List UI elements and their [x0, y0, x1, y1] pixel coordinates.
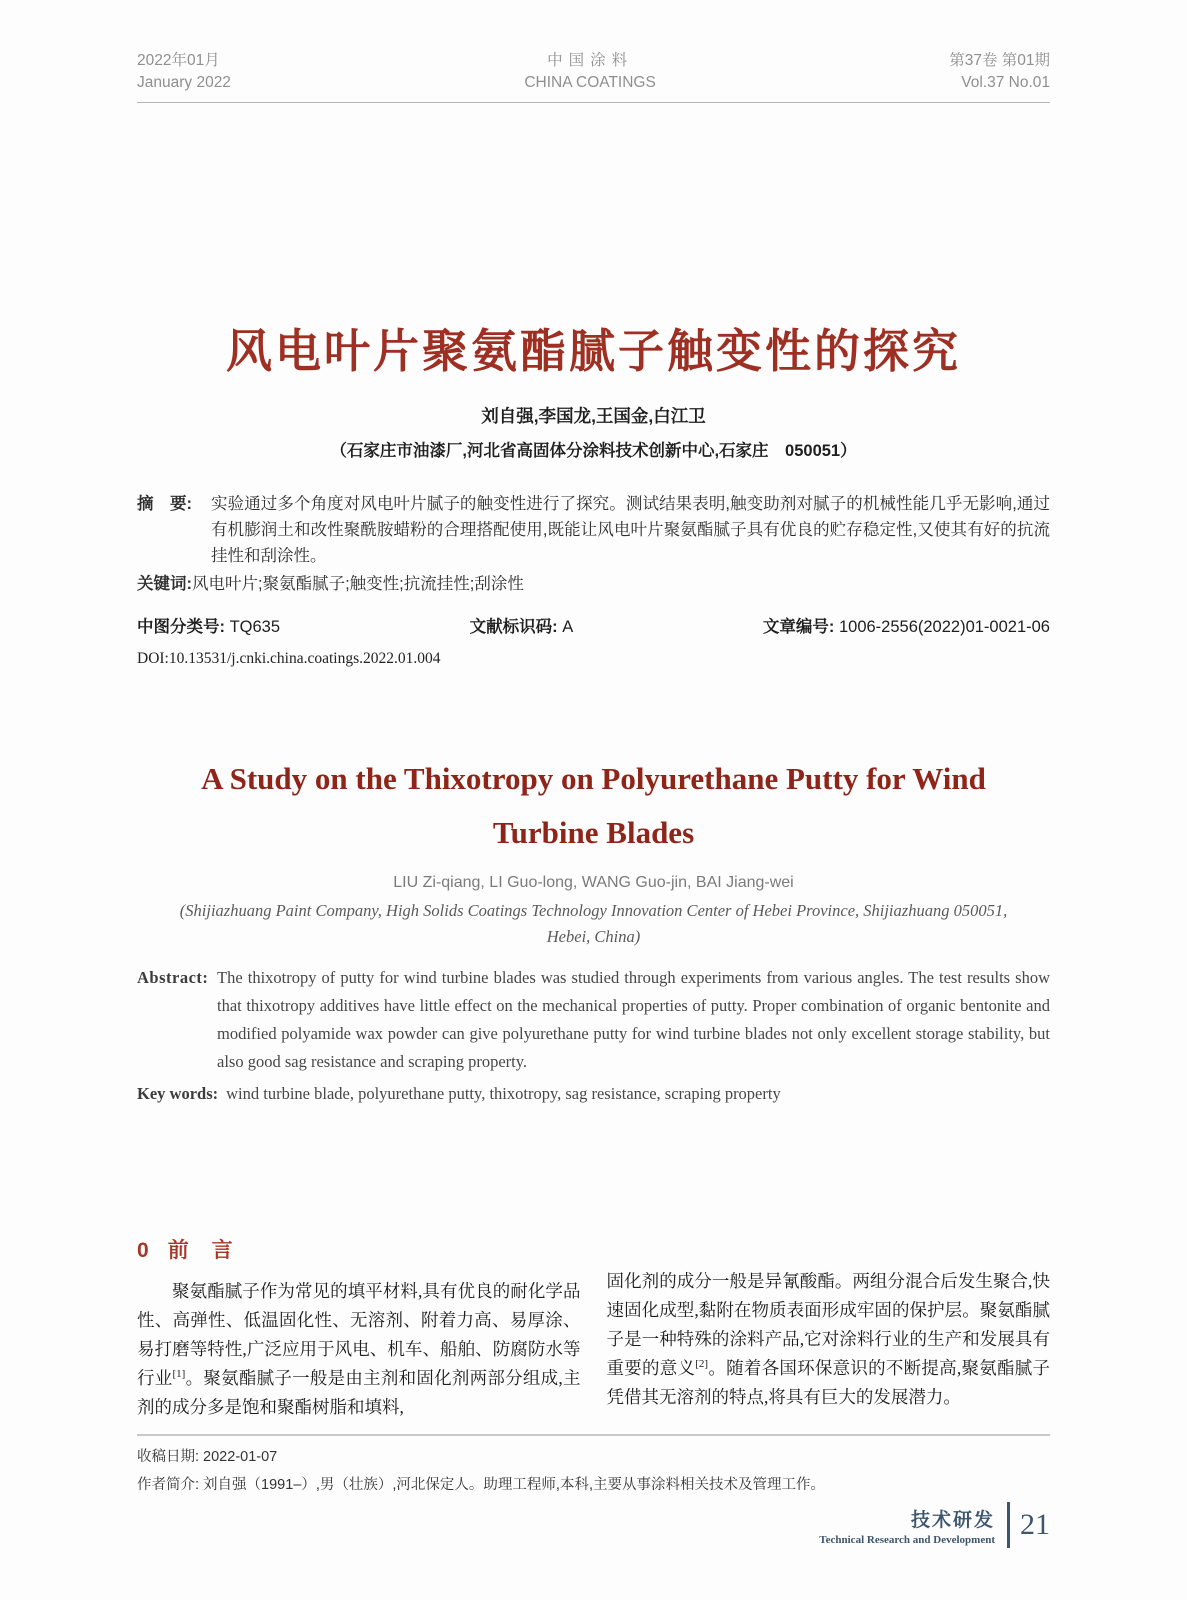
column-labels	[819, 1505, 995, 1546]
page-footer	[819, 1502, 1050, 1548]
document-code	[470, 613, 574, 637]
abstract-zh	[137, 491, 1050, 569]
title-en-line2: Turbine Blades	[492, 815, 695, 850]
journal-name-en: CHINA COATINGS	[524, 74, 656, 91]
article-title-en	[137, 752, 1050, 860]
affiliation-zh: （石家庄市油漆厂,河北省高固体分涂料技术创新中心,石家庄 050051）	[330, 442, 857, 460]
journal-header	[137, 50, 1050, 94]
document-code-label: 文献标识码:	[469, 618, 558, 636]
clc-value: TQ635	[229, 618, 281, 636]
body-column-left	[137, 1234, 581, 1422]
article-id-value: 1006-2556(2022)01-0021-06	[838, 618, 1050, 636]
author-bio: 作者简介: 刘自强（1991–）,男（壮族）,河北保定人。助理工程师,本科,主要从事涂料相关技术及管理工作。	[137, 1477, 825, 1493]
authors-zh: 刘自强,李国龙,王国金,白江卫	[481, 406, 706, 426]
intro-right-text2: 。随着各国环保意识的不断提高,聚氨酯腻子凭借其无溶剂的特点,将具有巨大的发展潜力。	[606, 1358, 1051, 1407]
footnote-block	[137, 1443, 1050, 1499]
column-name-zh: 技术研发	[910, 1509, 995, 1531]
affiliation-en	[137, 898, 1050, 950]
intro-paragraph-right	[607, 1267, 1051, 1412]
body-column-right	[607, 1234, 1051, 1422]
abstract-en-text: The thixotropy of putty for wind turbine blades was studied through experiments from various angles. The test results show that thixotropy additives have little effect on the mechanical properties of putty. Proper combination of organic bentonite and modified polyamide wax powder can give polyurethane putty for wind turbine blades not only excellent storage stability, but also good sag resistance and scraping property.	[217, 968, 1050, 1071]
document-code-value: A	[562, 618, 574, 636]
abstract-en	[137, 964, 1050, 1076]
reference-2: [2]	[695, 1358, 709, 1371]
header-divider	[137, 102, 1050, 103]
journal-name-zh: 中国涂料	[547, 52, 634, 69]
page-number: 21	[1020, 1508, 1050, 1541]
keywords-zh	[137, 571, 1050, 597]
keywords-zh-label: 关键词:	[137, 575, 192, 593]
received-date: 收稿日期: 2022-01-07	[137, 1449, 278, 1465]
article-id	[763, 613, 1050, 637]
volume-en: Vol.37 No.01	[961, 74, 1050, 91]
abstract-zh-label: 摘 要:	[137, 495, 192, 513]
doi: DOI:10.13531/j.cnki.china.coatings.2022.01.004	[137, 650, 441, 667]
classification-row	[137, 613, 1050, 637]
title-en-line1: A Study on the Thixotropy on Polyurethane Putty for Wind	[201, 761, 986, 796]
body-columns	[137, 1234, 1050, 1422]
footer-divider-bar	[1007, 1502, 1010, 1548]
header-date	[137, 50, 231, 94]
intro-left-text1: 聚氨酯腻子作为常见的填平材料,具有优良的耐化学品性、高弹性、低温固化性、无溶剂、附着力高、易厚涂、易打磨等特性,广泛应用于风电、机车、船舶、防腐防水等行业	[137, 1281, 581, 1388]
affiliation-en-line1: (Shijiazhuang Paint Company, High Solids Coatings Technology Innovation Center of Hebei Province, Shijiazhuang 050051,	[179, 901, 1008, 920]
article-id-label: 文章编号:	[762, 618, 835, 636]
header-journal-name	[524, 50, 655, 94]
clc-number	[137, 613, 280, 637]
volume-zh: 第37卷 第01期	[949, 52, 1050, 69]
section-title: 前 言	[167, 1239, 234, 1262]
affiliation-en-line2: Hebei, China)	[546, 927, 641, 946]
authors-en: LIU Zi-qiang, LI Guo-long, WANG Guo-jin, BAI Jiang-wei	[393, 874, 794, 891]
keywords-en-text: wind turbine blade, polyurethane putty, thixotropy, sag resistance, scraping property	[226, 1084, 781, 1103]
keywords-en	[137, 1080, 1050, 1108]
article-title-zh: 风电叶片聚氨酯腻子触变性的探究	[226, 325, 961, 377]
keywords-en-label: Key words:	[137, 1084, 219, 1103]
header-volume	[949, 50, 1050, 94]
intro-paragraph-left	[137, 1277, 581, 1422]
reference-1: [1]	[172, 1368, 186, 1381]
header-date-zh: 2022年01月	[137, 52, 220, 69]
column-name-en: Technical Research and Development	[819, 1533, 995, 1546]
abstract-zh-text: 实验通过多个角度对风电叶片腻子的触变性进行了探究。测试结果表明,触变助剂对腻子的机械性能几乎无影响,通过有机膨润土和改性聚酰胺蜡粉的合理搭配使用,既能让风电叶片聚氨酯腻子具有优良的贮存稳定性,又使其有好的抗流挂性和刮涂性。	[211, 495, 1050, 565]
header-date-en: January 2022	[137, 74, 231, 91]
section-number: 0	[137, 1239, 150, 1262]
abstract-en-label: Abstract:	[137, 968, 209, 987]
footnote-divider	[137, 1434, 1050, 1436]
section-heading-intro	[137, 1234, 581, 1264]
intro-left-text2: 。聚氨酯腻子一般是由主剂和固化剂两部分组成,主剂的成分多是饱和聚酯树脂和填料,	[137, 1368, 581, 1417]
intro-right-text1: 固化剂的成分一般是异氰酸酯。两组分混合后发生聚合,快速固化成型,黏附在物质表面形成牢固的保护层。聚氨酯腻子是一种特殊的涂料产品,它对涂料行业的生产和发展具有重要的意义	[606, 1271, 1050, 1378]
keywords-zh-text: 风电叶片;聚氨酯腻子;触变性;抗流挂性;刮涂性	[192, 575, 524, 593]
clc-label: 中图分类号:	[137, 618, 225, 636]
